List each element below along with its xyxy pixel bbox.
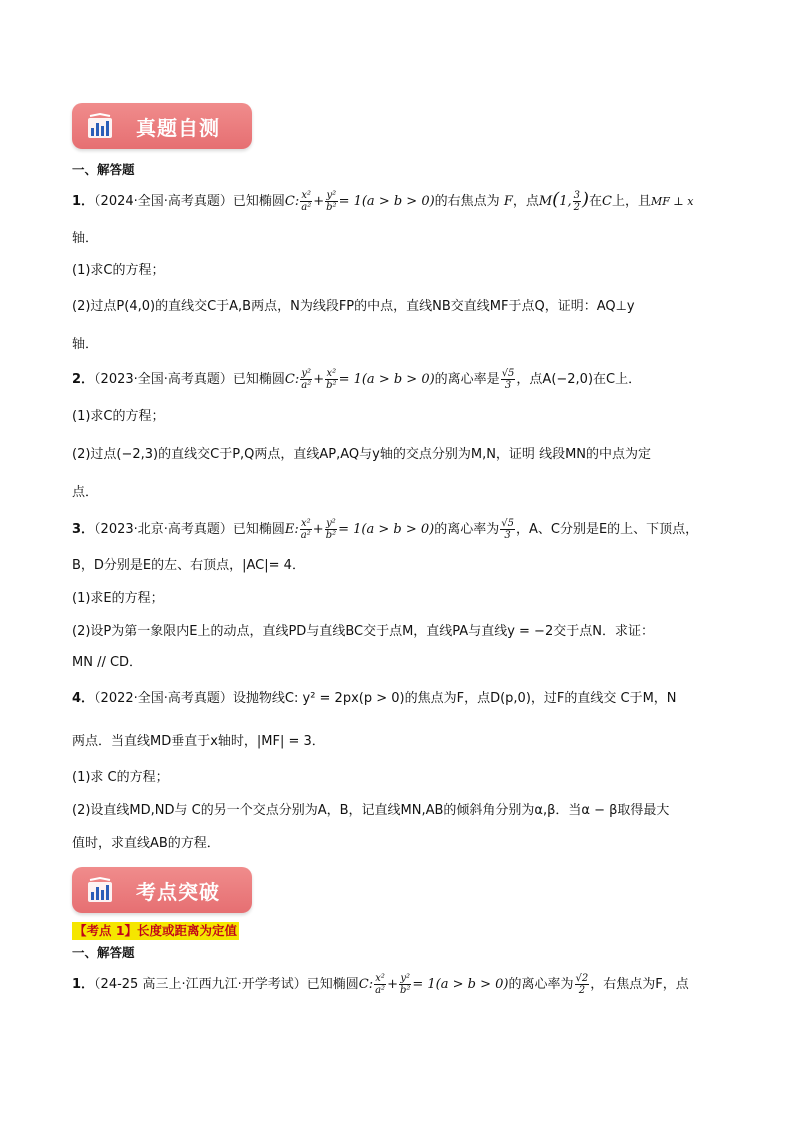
question-1-line-2: 轴． <box>72 231 99 246</box>
section-heading: 一、解答题 <box>72 945 135 960</box>
question-text: 的离心率是 <box>434 372 500 387</box>
question-source: （24-25 高三上·江西九江·开学考试） <box>94 977 307 992</box>
point-M: M(1, $\frac{3}{2}$ ) <box>538 189 590 213</box>
question-4-part-1: (1)求 C的方程； <box>72 770 169 785</box>
topic-tag: 【考点 1】长度或距离为定值 <box>74 923 238 938</box>
section-banner-kaodian <box>72 867 252 913</box>
ellipse-equation: C: $\frac{\text{x²}}{\text{a²}}$ + $\frac{\text{y²}}{\text{b²}}$ = 1(a > b > 0) <box>358 973 509 996</box>
book-chart-icon <box>86 112 114 140</box>
question-1-part-1: (1)求C的方程； <box>72 263 165 278</box>
question-text: ，右焦点为F，点 <box>590 977 689 992</box>
question-source: （2023·全国·高考真题） <box>94 372 233 387</box>
question-text: ，点 <box>512 194 539 209</box>
question-text: 的右焦点为 <box>434 194 500 209</box>
book-chart-icon <box>86 876 114 904</box>
question-4-line-1 <box>72 690 677 708</box>
question-2-part-1: (1)求C的方程； <box>72 409 165 424</box>
eccentricity-fraction: $\frac{√2}{2}$ <box>575 973 589 996</box>
section-heading: 一、解答题 <box>72 162 135 177</box>
eccentricity-fraction: $\frac{√5}{3}$ <box>501 518 514 541</box>
question-1-part-2-cont: 轴． <box>72 337 99 352</box>
question-source: （2022·全国·高考真题） <box>94 691 233 706</box>
question-1-part-2: (2)过点P(4,0)的直线交C于A,B两点，N为线段FP的中点，直线NB交直线MF于点Q，证明：AQ⊥y <box>72 299 635 314</box>
question-3-part-2-cont: MN // CD． <box>72 655 143 670</box>
question-4-part-2-cont: 值时，求直线AB的方程． <box>72 836 220 851</box>
question-number: 4． <box>72 691 95 706</box>
question-4-part-2: (2)设直线MD,ND与 C的另一个交点分别为A，B，记直线MN,AB的倾斜角分别为α,β．当α − β取得最大 <box>72 803 670 818</box>
question-number: 2． <box>72 372 95 387</box>
question-2-part-2-cont: 点． <box>72 485 99 500</box>
question-text: ，A、C分别是E的上、下顶点， <box>515 522 699 537</box>
question-2-part-2: (2)过点(−2,3)的直线交C于P,Q两点，直线AP,AQ与y轴的交点分别为M,N，证明 线段MN的中点为定 <box>72 447 652 462</box>
question-3-part-2: (2)设P为第一象限内E上的动点，直线PD与直线BC交于点M，直线PA与直线y = −2交于点N．求证： <box>72 624 654 639</box>
question-text: 的离心率为 <box>434 522 500 537</box>
question-text: 设抛物线C: y² = 2px(p > 0)的焦点为F，点D(p,0)，过F的直线交 C于M，N <box>232 691 677 706</box>
question-number: 1． <box>72 977 95 992</box>
question-2-line-1 <box>72 368 641 391</box>
question-number: 1． <box>72 194 95 209</box>
ellipse-equation: C: $\frac{\text{y²}}{\text{a²}}$ + $\frac{\text{x²}}{\text{b²}}$ = 1(a > b > 0) <box>284 368 435 391</box>
question-text: 在 <box>589 194 603 209</box>
question-1-line-1: 1．（2024·全国·高考真题）已知椭圆C: $\frac{\text{x²}}{\text{a²}}$ + $\frac{\text{y²}}{\text{b²}}$ = 1(a > b > 0)的右焦点为 F，点M(1, $\frac{3}{2}$ )在C上，且MF ⊥ x <box>72 189 694 213</box>
banner-title: 真题自测 <box>136 116 220 140</box>
question-text: 已知椭圆 <box>232 372 285 387</box>
question-number: 3． <box>72 522 95 537</box>
question-source: （2023·北京·高考真题） <box>94 522 233 537</box>
question-text: 已知椭圆 <box>232 194 285 209</box>
question-3-part-1: (1)求E的方程； <box>72 591 164 606</box>
question-text: 已知椭圆 <box>306 977 359 992</box>
question-3-line-2: B，D分别是E的左、右顶点，|AC|= 4． <box>72 558 305 573</box>
question-3-line-1 <box>72 518 698 541</box>
question-text: 的离心率为 <box>508 977 574 992</box>
ellipse-equation: C: $\frac{\text{x²}}{\text{a²}}$ + $\frac{\text{y²}}{\text{b²}}$ = 1(a > b > 0) <box>284 190 435 213</box>
question-source: （2024·全国·高考真题） <box>94 194 233 209</box>
eccentricity-fraction: $\frac{√5}{3}$ <box>501 368 515 391</box>
question-text: ，点A(−2,0)在C上． <box>516 372 642 387</box>
question-text: 上，且 <box>611 194 651 209</box>
ellipse-equation: E: $\frac{\text{x²}}{\text{a²}}$ + $\frac{\text{y²}}{\text{b²}}$ = 1(a > b > 0) <box>284 518 435 541</box>
question-text: 已知椭圆 <box>232 522 285 537</box>
banner-title: 考点突破 <box>136 880 220 904</box>
question-4-line-2: 两点．当直线MD垂直于x轴时，|MF| = 3． <box>72 734 325 749</box>
section-banner-zhenti <box>72 103 252 149</box>
practice-question-1 <box>72 973 689 996</box>
